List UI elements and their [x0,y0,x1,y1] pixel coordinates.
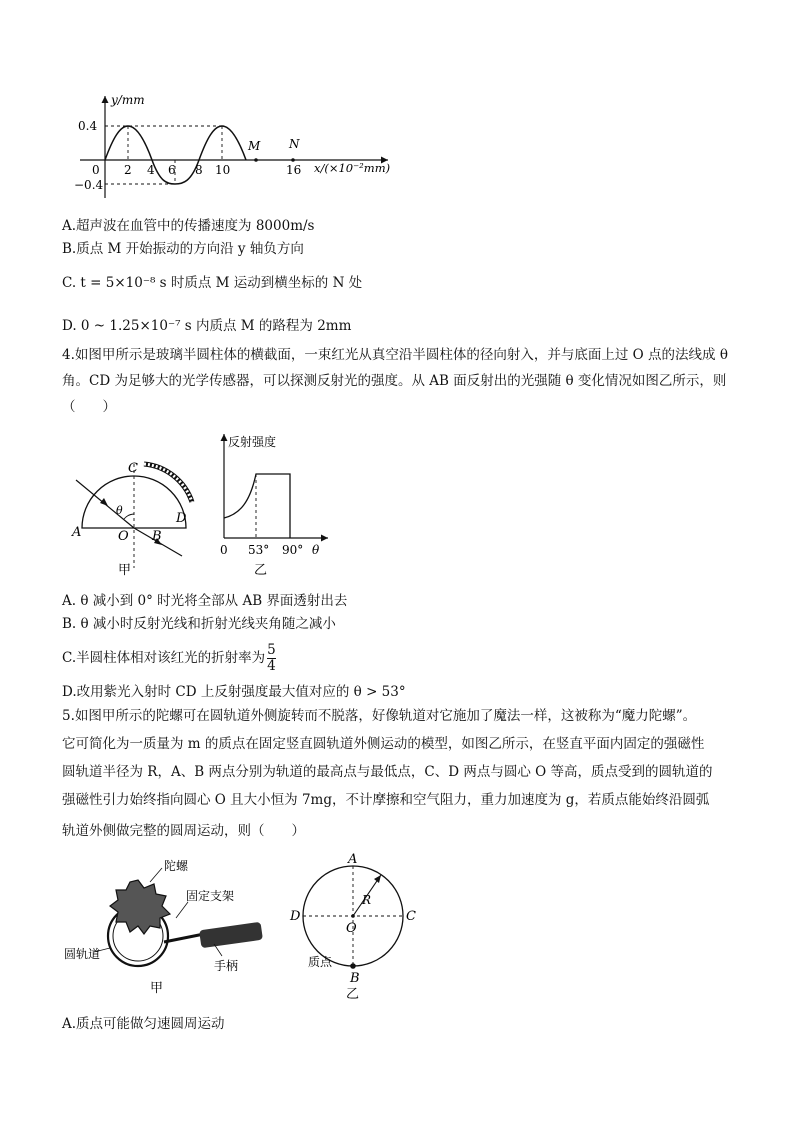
y-axis-label: y/mm [111,93,145,107]
x-tick-6: 6 [168,163,176,177]
q5-stem-line-1: 5.如图甲所示的陀螺可在圆轨道外侧旋转而不脱落，好像轨道对它施加了魔法一样，这被称为“魔力陀螺”。 [62,708,697,724]
caption-jia: 甲 [118,563,132,578]
q5-stem-line-5: 轨道外侧做完整的圆周运动，则（ ） [62,823,305,839]
caption-yi-5: 乙 [346,987,360,1000]
q4-stem: 4.如图甲所示是玻璃半圆柱体的横截面，一束红光从真空沿半圆柱体的径向射入，并与底面上过 O 点的法线成 θ 角。CD 为足够大的光学传感器，可以探测反射光的强度。从 AB 面反射出的光强随 θ 变化情况如图乙所示，则（ ） [62,347,728,415]
tick-53: 53° [248,543,270,557]
fraction-denominator: 4 [267,658,276,674]
q4-figure-yi [212,430,332,578]
label-theta: θ [116,504,123,517]
label-c-5: C [406,909,416,924]
label-o: O [118,529,129,544]
label-handle: 手柄 [214,959,239,973]
q4-figure-jia [64,428,204,578]
label-a: A [72,525,82,540]
q3-option-b: B.质点 M 开始振动的方向沿 y 轴负方向 [62,241,304,257]
fraction-numerator: 5 [267,642,276,658]
x-label-theta: θ [312,543,320,557]
x-tick-16: 16 [286,163,302,177]
y-label-reflect: 反射强度 [228,435,277,449]
q5-stem-line-2: 它可简化为一质量为 m 的质点在固定竖直圆轨道外侧运动的模型，如图乙所示，在竖直平面内固定的强磁性 [62,736,705,752]
label-track: 圆轨道 [64,947,101,961]
refractive-index-fraction [267,643,276,674]
q4-option-d: D.改用紫光入射时 CD 上反射强度最大值对应的 θ > 53° [62,684,406,700]
x-tick-10: 10 [215,163,231,177]
caption-jia-5: 甲 [150,981,164,996]
q5-figure-jia [64,852,274,1000]
point-n-label: N [289,137,300,151]
q5-figure-yi [286,852,422,1000]
label-particle: 质点 [308,955,333,969]
label-a-5: A [348,852,358,867]
origin-zero: 0 [220,543,228,557]
x-tick-2: 2 [124,163,132,177]
q4-option-c-text: C.半圆柱体相对该红光的折射率为 [62,650,266,666]
tick-90: 90° [282,543,304,557]
point-m-label: M [248,139,261,153]
label-r: R [362,893,372,907]
label-bracket: 固定支架 [186,889,235,903]
q5-stem-line-4: 强磁性引力始终指向圆心 O 且大小恒为 7mg，不计摩擦和空气阻力，重力加速度为 g，若质点能始终沿圆弧 [62,792,710,808]
q5-stem-line-3: 圆轨道半径为 R，A、B 两点分别为轨道的最高点与最低点，C、D 两点与圆心 O 等高，质点受到的圆轨道的 [62,764,713,780]
reflect-curve [224,474,290,538]
q4-option-a: A. θ 减小到 0° 时光将全部从 AB 界面透射出去 [62,593,348,609]
q3-option-a: A.超声波在血管中的传播速度为 8000m/s [62,218,315,234]
label-b: B [152,529,162,544]
label-d-5: D [290,909,301,924]
label-b-5: B [350,971,360,986]
x-axis-label: x/(×10⁻²mm) [314,161,391,175]
q3-option-d: D. 0 ~ 1.25×10⁻⁷ s 内质点 M 的路程为 2mm [62,318,352,334]
origin-label: 0 [92,163,100,177]
label-o-5: O [346,921,357,936]
q5-option-a: A.质点可能做匀速圆周运动 [62,1016,225,1032]
y-top-label: 0.4 [78,119,98,133]
caption-yi: 乙 [254,563,268,578]
label-d: D [176,511,187,526]
wave-graph [70,90,410,202]
q4-option-c [62,642,734,674]
q3-option-c: C. t = 5×10⁻⁸ s 时质点 M 运动到横坐标的 N 处 [62,275,363,291]
x-tick-4: 4 [147,163,155,177]
q4-option-b: B. θ 减小时反射光线和折射光线夹角随之减小 [62,616,336,632]
label-c: C [128,461,138,476]
label-top: 陀螺 [164,859,189,873]
y-bottom-label: −0.4 [74,178,104,192]
x-tick-8: 8 [195,163,203,177]
